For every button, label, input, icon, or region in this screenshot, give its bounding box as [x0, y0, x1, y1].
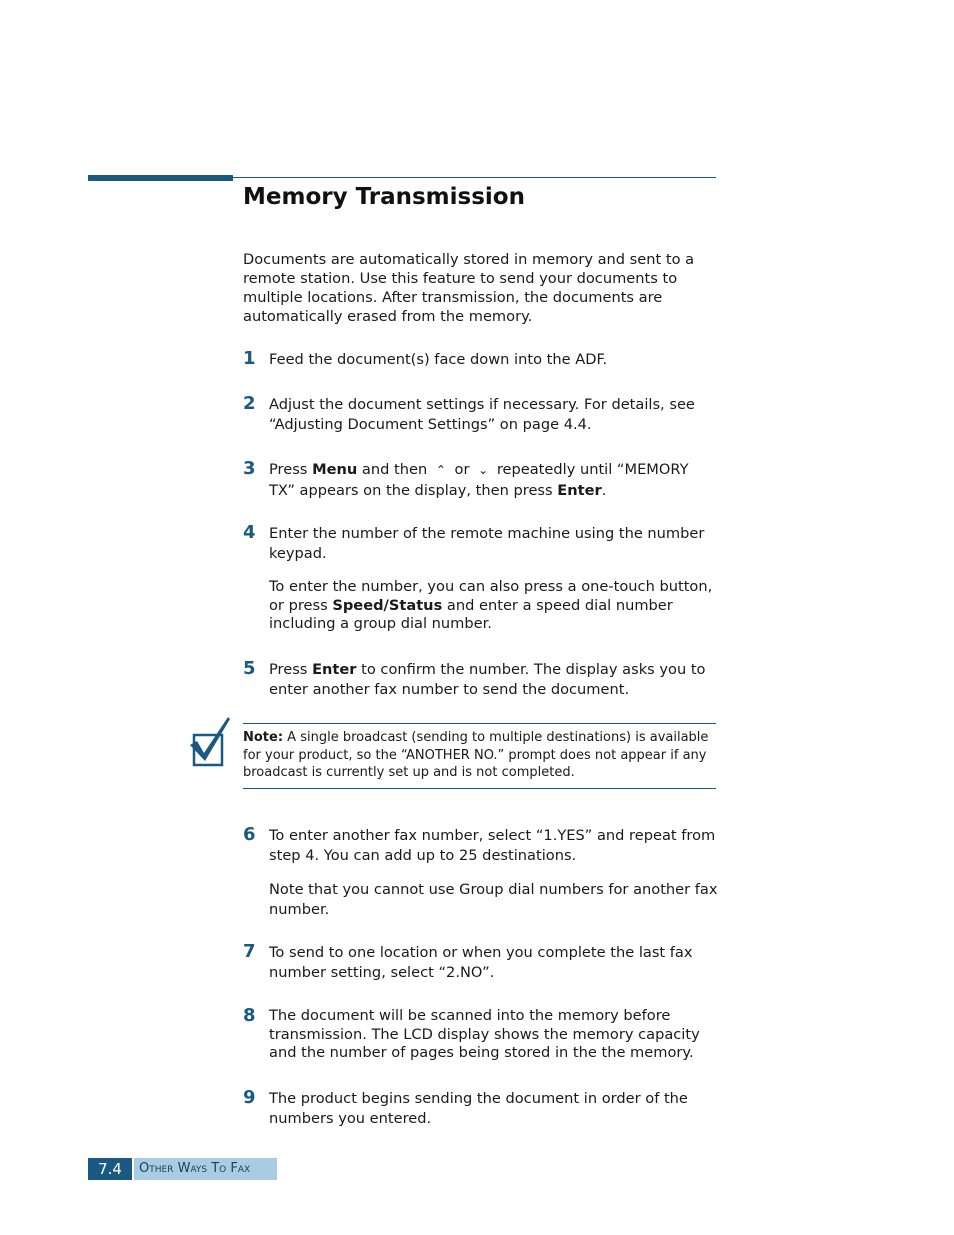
step-text-line: Adjust the document settings if necessary. For details, see “Adjusting Document Settings” on page 4.4. [269, 396, 695, 433]
step-text-line: Enter the number of the remote machine using the number keypad. [269, 525, 705, 562]
step-text [269, 524, 719, 649]
page-number: 7.4 [88, 1158, 132, 1180]
note-box [243, 723, 716, 789]
intro-paragraph: Documents are automatically stored in memory and sent to a remote station. Use this feature to send your documents to multiple locations. After transmission, the documents are automatically erased from the memory. [243, 251, 695, 325]
step-text [269, 943, 719, 997]
page-title: Memory Transmission [243, 184, 525, 210]
step-number: 7 [243, 941, 256, 962]
step-text [269, 460, 719, 515]
step-text [269, 395, 719, 449]
step-text-line: To enter another fax number, select “1.YES” and repeat from step 4. You can add up to 25 destinations. [269, 827, 716, 864]
step-text-line: The document will be scanned into the memory before transmission. The LCD display shows the memory capacity and the number of pages being stored in the the memory. [269, 1007, 700, 1061]
step-text [269, 1089, 719, 1143]
up-arrow-icon: ⌃ [435, 463, 446, 477]
step-text [269, 1007, 719, 1078]
step-number: 1 [243, 348, 256, 369]
note-text [243, 729, 716, 782]
step-text [269, 350, 719, 385]
step-number: 6 [243, 824, 256, 845]
step-text-line: Feed the document(s) face down into the ADF. [269, 351, 608, 368]
step-number: 8 [243, 1005, 256, 1026]
step-number: 3 [243, 458, 256, 479]
step-number: 5 [243, 658, 256, 679]
step-subtext: Note that you cannot use Group dial numbers for another fax number. [269, 881, 718, 918]
step-text [269, 660, 719, 714]
note-label: Note: [243, 730, 284, 745]
step-text-line: Press Menu and then ⌃ or ⌄ repeatedly until “MEMORY TX” appears on the display, then press Enter. [269, 461, 689, 499]
checkmark-note-icon [188, 715, 232, 769]
step-number: 9 [243, 1087, 256, 1108]
step-text-line: To send to one location or when you complete the last fax number setting, select “2.NO”. [269, 944, 693, 981]
section-title: Other Ways To Fax [134, 1158, 277, 1180]
step-text [269, 826, 719, 934]
step-text-line: The product begins sending the document in order of the numbers you entered. [269, 1090, 688, 1127]
step-number: 4 [243, 522, 256, 543]
note-body: A single broadcast (sending to multiple destinations) is available for your product, so the “ANOTHER NO.” prompt does not appear if any broadcast is currently set up and is not completed. [243, 730, 709, 780]
step-subtext: To enter the number, you can also press a one-touch button, or press Speed/Status and enter a speed dial number including a group dial number. [269, 578, 713, 632]
down-arrow-icon: ⌄ [478, 463, 489, 477]
step-number: 2 [243, 393, 256, 414]
step-text-line: Press Enter to confirm the number. The display asks you to enter another fax number to send the document. [269, 661, 706, 698]
header-rule-thick [88, 175, 233, 181]
